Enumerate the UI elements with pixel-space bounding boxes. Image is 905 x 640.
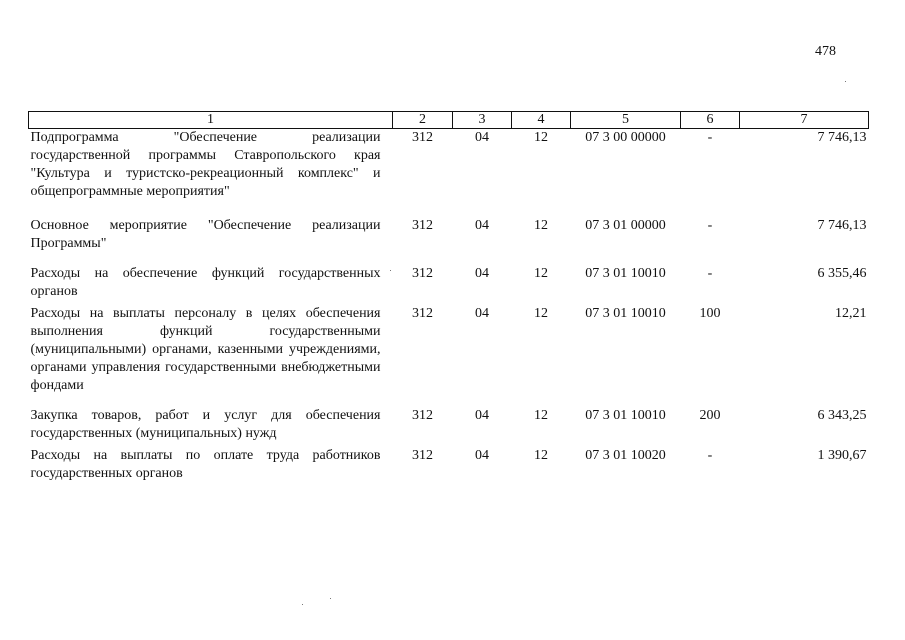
row-ministry: 312 xyxy=(412,218,433,233)
page-number: 478 xyxy=(815,44,836,59)
row-name: Расходы на обеспечение функций государственных органов xyxy=(30,266,381,299)
row-section: 04 xyxy=(475,306,489,321)
row-type: 200 xyxy=(699,408,721,423)
header-cell: 6 xyxy=(681,112,740,129)
scan-speck xyxy=(845,81,846,82)
table-row xyxy=(29,265,869,305)
row-amount: 6 355,46 xyxy=(817,266,867,281)
row-name: Расходы на выплаты по оплате труда работников государственных органов xyxy=(30,448,381,481)
header-cell: 1 xyxy=(29,112,393,129)
row-ministry: 312 xyxy=(412,130,433,145)
row-subsection: 12 xyxy=(534,408,548,423)
row-subsection: 12 xyxy=(534,130,548,145)
row-name: Основное мероприятие "Обеспечение реализации Программы" xyxy=(30,218,381,251)
table-row xyxy=(29,129,869,218)
row-target: 07 3 01 10010 xyxy=(585,408,666,423)
row-subsection: 12 xyxy=(534,218,548,233)
row-section: 04 xyxy=(475,448,489,463)
table-row xyxy=(29,217,869,265)
table-row xyxy=(29,407,869,447)
header-cell: 5 xyxy=(571,112,681,129)
row-section: 04 xyxy=(475,266,489,281)
row-target: 07 3 01 10010 xyxy=(585,266,666,281)
row-type: - xyxy=(707,448,713,463)
scan-speck xyxy=(302,604,303,605)
row-ministry: 312 xyxy=(412,408,433,423)
header-cell: 7 xyxy=(740,112,869,129)
row-subsection: 12 xyxy=(534,306,548,321)
row-amount: 7 746,13 xyxy=(817,218,867,233)
row-amount: 6 343,25 xyxy=(817,408,867,423)
row-amount: 12,21 xyxy=(835,306,867,321)
row-ministry: 312 xyxy=(412,306,433,321)
table-row xyxy=(29,447,869,483)
row-ministry: 312 xyxy=(412,266,433,281)
row-target: 07 3 00 00000 xyxy=(585,130,666,145)
row-section: 04 xyxy=(475,218,489,233)
budget-table xyxy=(28,111,869,483)
header-cell: 4 xyxy=(512,112,571,129)
header-row xyxy=(29,112,869,129)
row-target: 07 3 01 00000 xyxy=(585,218,666,233)
row-amount: 7 746,13 xyxy=(817,130,867,145)
row-type: - xyxy=(707,130,713,145)
row-type: 100 xyxy=(699,306,721,321)
row-name: Закупка товаров, работ и услуг для обеспечения государственных (муниципальных) нужд xyxy=(30,408,381,441)
row-name: Подпрограмма "Обеспечение реализации государственной программы Ставропольского края "Культура и туристско-рекреационный комплекс" и общепрограммные мероприятия" xyxy=(30,130,381,199)
row-target: 07 3 01 10010 xyxy=(585,306,666,321)
row-type: - xyxy=(707,266,713,281)
table-row xyxy=(29,305,869,407)
row-name: Расходы на выплаты персоналу в целях обеспечения выполнения функций государственными (муниципальными) органами, казенными учреждениями, органами управления государственными внебюджетными фондами xyxy=(30,306,381,393)
header-cell: 3 xyxy=(453,112,512,129)
row-type: - xyxy=(707,218,713,233)
header-cell: 2 xyxy=(393,112,453,129)
row-ministry: 312 xyxy=(412,448,433,463)
scan-speck xyxy=(330,598,331,599)
row-section: 04 xyxy=(475,408,489,423)
row-subsection: 12 xyxy=(534,266,548,281)
row-subsection: 12 xyxy=(534,448,548,463)
row-amount: 1 390,67 xyxy=(817,448,867,463)
row-section: 04 xyxy=(475,130,489,145)
row-target: 07 3 01 10020 xyxy=(585,448,666,463)
scan-speck xyxy=(390,270,391,271)
